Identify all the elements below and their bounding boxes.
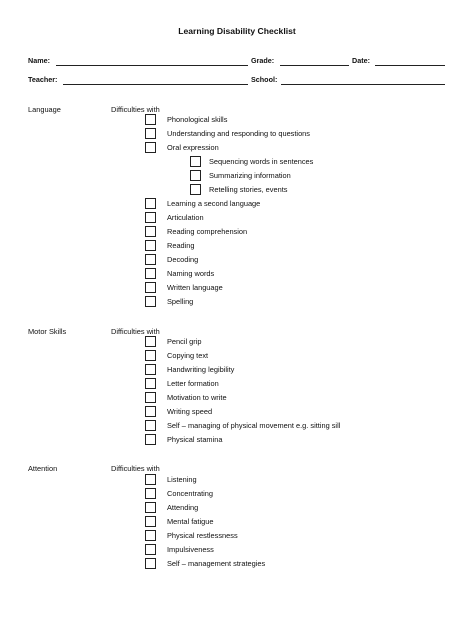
- checklist-item-label: Handwriting legibility: [167, 365, 235, 374]
- checkbox[interactable]: [145, 212, 156, 223]
- checklist-item-label: Motivation to write: [167, 393, 227, 402]
- grade-field[interactable]: [280, 65, 349, 66]
- checkbox[interactable]: [190, 156, 201, 167]
- page-title: Learning Disability Checklist: [178, 26, 296, 36]
- checkbox[interactable]: [145, 474, 156, 485]
- section-motor-skills-title: Motor Skills: [28, 327, 67, 336]
- checklist-item-label: Attending: [167, 503, 199, 512]
- checklist-item-label: Summarizing information: [209, 171, 291, 180]
- teacher-field[interactable]: [63, 84, 248, 85]
- checkbox[interactable]: [145, 240, 156, 251]
- checklist-item-label: Phonological skills: [167, 115, 228, 124]
- checklist-item-label: Concentrating: [167, 489, 214, 498]
- checkbox[interactable]: [145, 406, 156, 417]
- checklist-item-label: Self – management strategies: [167, 559, 266, 568]
- checklist-item-label: Written language: [167, 283, 223, 292]
- section-language-title: Language: [28, 105, 61, 114]
- checklist-item-label: Pencil grip: [167, 337, 202, 346]
- checkbox[interactable]: [145, 544, 156, 555]
- date-label: Date:: [352, 56, 370, 65]
- checkbox[interactable]: [145, 378, 156, 389]
- checkbox[interactable]: [145, 350, 156, 361]
- checklist-item-label: Spelling: [167, 297, 194, 306]
- checkbox[interactable]: [145, 488, 156, 499]
- section-attention-title: Attention: [28, 464, 58, 473]
- section-language-subheading: Difficulties with: [111, 105, 160, 114]
- checkbox[interactable]: [145, 392, 156, 403]
- checklist-item-label: Self – managing of physical movement e.g. sitting sill: [167, 421, 341, 430]
- checklist-item-label: Writing speed: [167, 407, 213, 416]
- checkbox[interactable]: [145, 254, 156, 265]
- checklist-item-label: Reading comprehension: [167, 227, 248, 236]
- school-field[interactable]: [281, 84, 445, 85]
- checklist-item-label: Reading: [167, 241, 195, 250]
- checklist-item-label: Physical stamina: [167, 435, 223, 444]
- section-motor-skills-subheading: Difficulties with: [111, 327, 160, 336]
- checklist-item-label: Sequencing words in sentences: [209, 157, 314, 166]
- checkbox[interactable]: [145, 198, 156, 209]
- checklist-item-label: Physical restlessness: [167, 531, 238, 540]
- checkbox[interactable]: [190, 184, 201, 195]
- checklist-item-label: Decoding: [167, 255, 199, 264]
- checkbox[interactable]: [145, 128, 156, 139]
- checklist-item-label: Articulation: [167, 213, 204, 222]
- checklist-item-label: Impulsiveness: [167, 545, 214, 554]
- checkbox[interactable]: [145, 268, 156, 279]
- checklist-item-label: Naming words: [167, 269, 215, 278]
- checklist-item-label: Learning a second language: [167, 199, 261, 208]
- checkbox[interactable]: [145, 114, 156, 125]
- checklist-item-label: Retelling stories, events: [209, 185, 288, 194]
- checkbox[interactable]: [145, 502, 156, 513]
- checklist-item-label: Listening: [167, 475, 197, 484]
- name-field[interactable]: [56, 65, 248, 66]
- checkbox[interactable]: [190, 170, 201, 181]
- checklist-item-label: Letter formation: [167, 379, 219, 388]
- checkbox[interactable]: [145, 142, 156, 153]
- name-label: Name:: [28, 56, 50, 65]
- grade-label: Grade:: [251, 56, 275, 65]
- checkbox[interactable]: [145, 434, 156, 445]
- checkbox[interactable]: [145, 282, 156, 293]
- checkbox[interactable]: [145, 516, 156, 527]
- checkbox[interactable]: [145, 364, 156, 375]
- checklist-item-label: Oral expression: [167, 143, 219, 152]
- checklist-item-label: Copying text: [167, 351, 209, 360]
- section-attention-subheading: Difficulties with: [111, 464, 160, 473]
- checklist-item-label: Mental fatigue: [167, 517, 214, 526]
- checkbox[interactable]: [145, 558, 156, 569]
- checkbox[interactable]: [145, 226, 156, 237]
- checkbox[interactable]: [145, 530, 156, 541]
- checklist-item-label: Understanding and responding to questions: [167, 129, 310, 138]
- checkbox[interactable]: [145, 296, 156, 307]
- teacher-label: Teacher:: [28, 75, 58, 84]
- date-field[interactable]: [375, 65, 445, 66]
- checkbox[interactable]: [145, 336, 156, 347]
- school-label: School:: [251, 75, 278, 84]
- checkbox[interactable]: [145, 420, 156, 431]
